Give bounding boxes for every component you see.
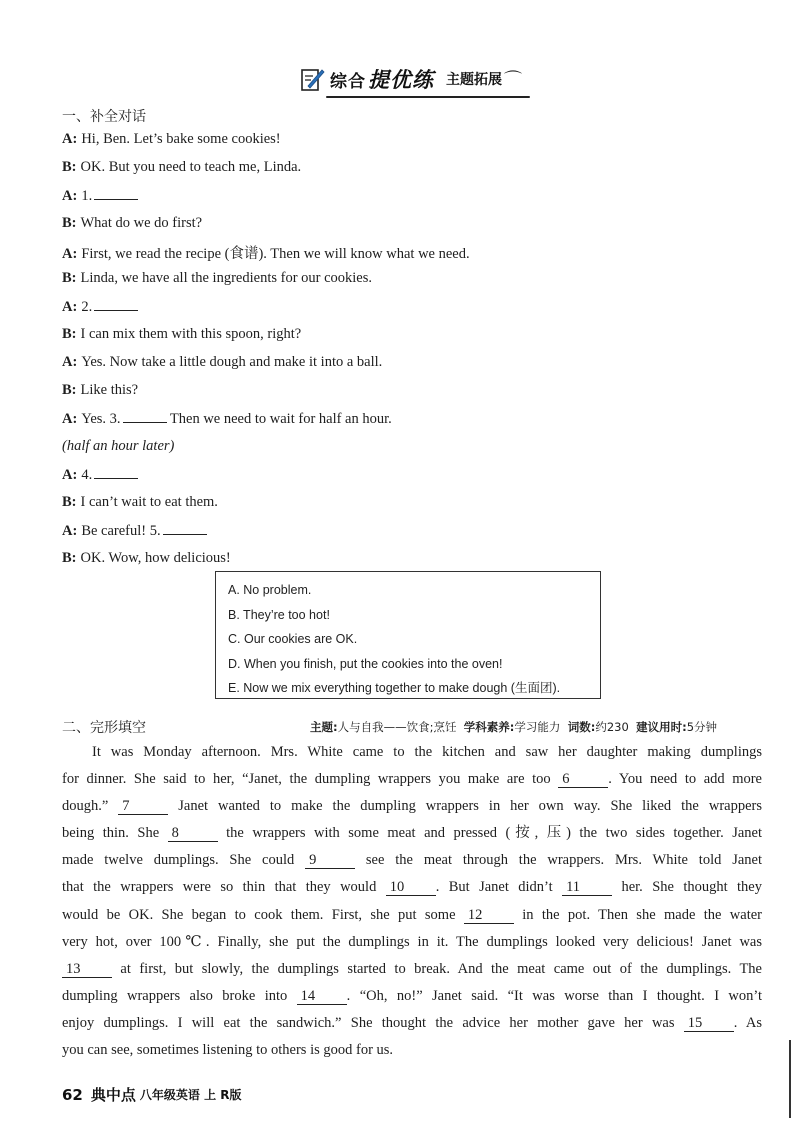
passage-line: would be OK. She began to cook them. First, she put some 12 in the pot. Then she made the water <box>62 906 763 923</box>
option-a: A. No problem. <box>228 583 312 597</box>
banner-title-2: 提优练 <box>368 68 434 92</box>
dialogue-line: B: What do we do first? <box>62 215 203 231</box>
answer-blank-4[interactable] <box>94 466 138 479</box>
dialogue-line: A: Yes. 3. Then we need to wait for half an hour. <box>62 411 392 427</box>
option-c: C. Our cookies are OK. <box>228 632 358 647</box>
dialogue-line: A: Yes. Now take a little dough and make it into a ball. <box>62 354 383 370</box>
passage-line: being thin. She 8 the wrappers with some meat and pressed (按, 压) the two sides together. Janet <box>62 825 762 842</box>
book-title: 八年级英语 上 R版 <box>139 1088 242 1102</box>
stage-direction: (half an hour later) <box>62 438 175 454</box>
cloze-blank[interactable]: 9 <box>305 852 355 869</box>
pen-book-icon <box>300 66 326 92</box>
passage-line: dough.” 7 Janet wanted to make the dumpling wrappers in her own way. She liked the wrappers <box>62 798 762 815</box>
answer-blank-2[interactable] <box>94 298 138 311</box>
cloze-blank[interactable]: 7 <box>118 798 168 815</box>
options-box <box>215 571 601 699</box>
banner-curl-icon: ⌒ <box>504 70 522 91</box>
passage-line: you can see, sometimes listening to others is good for us. <box>62 1042 394 1059</box>
answer-blank-5[interactable] <box>163 522 207 535</box>
dialogue-line: B: I can’t wait to eat them. <box>62 494 218 510</box>
option-e: E. Now we mix everything together to make dough (生面团). <box>228 681 561 696</box>
answer-blank-3[interactable] <box>123 410 167 423</box>
passage-line: It was Monday afternoon. Mrs. White came to the kitchen and saw her daughter making dumplings <box>92 744 762 760</box>
section1-title: 一、补全对话 <box>62 109 146 125</box>
dialogue-line: B: Linda, we have all the ingredients for our cookies. <box>62 270 373 286</box>
passage-line: for dinner. She said to her, “Janet, the dumpling wrappers you make are too 6 . You need to add more <box>62 771 762 788</box>
cloze-blank[interactable]: 13 <box>62 961 112 978</box>
section-banner <box>300 64 522 94</box>
cloze-passage <box>62 739 762 1064</box>
cloze-blank[interactable]: 6 <box>558 771 608 788</box>
dialogue-line: A: 4. <box>62 466 138 484</box>
passage-line: enjoy dumplings. I will eat the sandwich.” She thought the advice her mother gave her was 15 . As <box>62 1014 762 1031</box>
dialogue-line: A: First, we read the recipe (食谱). Then we will know what we need. <box>62 246 470 262</box>
answer-blank-1[interactable] <box>94 187 138 200</box>
binding-edge <box>789 1040 791 1118</box>
banner-subtitle: 主题拓展 <box>446 72 502 88</box>
section2-meta: 主题:人与自我——饮食;烹饪 学科素养:学习能力 词数:约230 建议用时:5分钟 <box>310 720 718 734</box>
dialogue-line: A: 2. <box>62 298 138 316</box>
passage-line: that the wrappers were so thin that they would 10 . But Janet didn’t 11 her. She thought they <box>62 879 762 896</box>
dialogue-line: A: Be careful! 5. <box>62 522 207 540</box>
option-b: B. They’re too hot! <box>228 607 330 622</box>
dialogue-line: B: OK. Wow, how delicious! <box>62 550 231 566</box>
dialogue-line: B: I can mix them with this spoon, right? <box>62 326 302 342</box>
cloze-blank[interactable]: 8 <box>168 825 218 842</box>
brand-logo: 典中点 <box>90 1086 136 1104</box>
passage-line: very hot, over 100℃. Finally, she put the dumplings in it. The dumplings looked very delicious! Janet was <box>62 933 762 950</box>
cloze-blank[interactable]: 12 <box>464 907 514 924</box>
dialogue-line: B: Like this? <box>62 382 139 398</box>
cloze-blank[interactable]: 14 <box>297 988 347 1005</box>
page-footer <box>62 1084 242 1105</box>
passage-line: 13 at first, but slowly, the dumplings started to break. And the meat came out of the dumplings. The <box>62 956 762 983</box>
banner-title-1: 综合 <box>330 71 366 92</box>
cloze-blank[interactable]: 11 <box>562 879 612 896</box>
passage-line: dumpling wrappers also broke into 14 . “Oh, no!” Janet said. “It was worse than I thought. I won’t <box>62 987 762 1004</box>
section2-title: 二、完形填空 <box>62 720 146 736</box>
cloze-blank[interactable]: 15 <box>684 1015 734 1032</box>
option-d: D. When you finish, put the cookies into the oven! <box>228 656 503 671</box>
page-number: 62 <box>62 1085 83 1104</box>
cloze-blank[interactable]: 10 <box>386 879 436 896</box>
passage-line: made twelve dumplings. She could 9 see the meat through the wrappers. Mrs. White told Janet <box>62 852 762 869</box>
banner-underline <box>326 96 530 98</box>
dialogue-line: B: OK. But you need to teach me, Linda. <box>62 159 302 175</box>
dialogue-line: A: 1. <box>62 187 138 205</box>
dialogue-line: A: Hi, Ben. Let’s bake some cookies! <box>62 131 281 147</box>
